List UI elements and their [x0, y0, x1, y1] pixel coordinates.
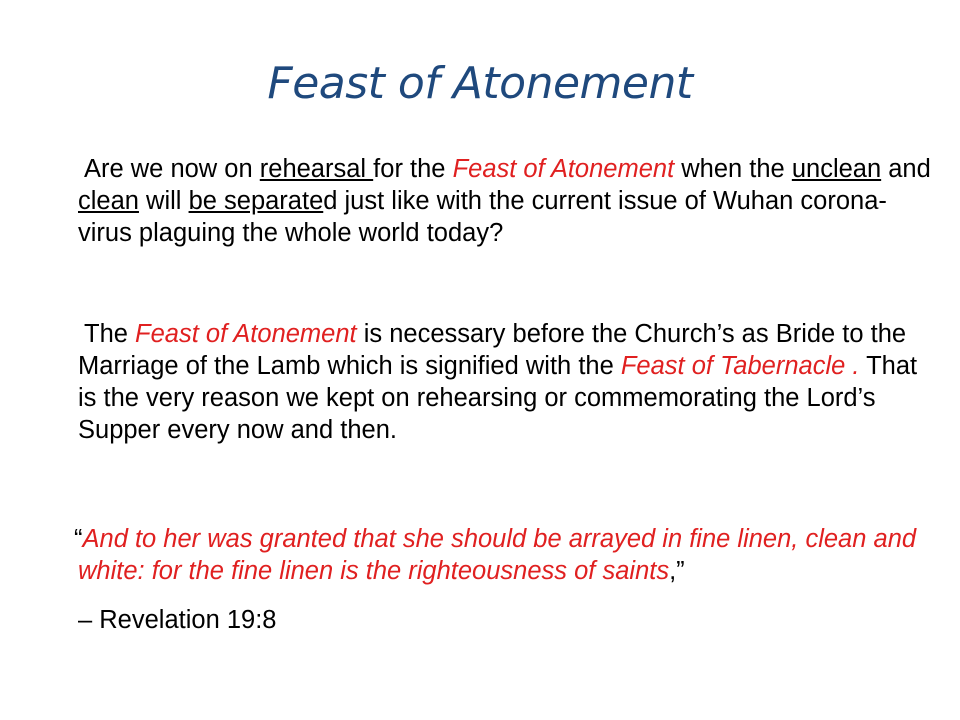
slide-title: Feast of Atonement: [267, 58, 693, 109]
open-quote-mark: “: [74, 525, 83, 553]
emphasis-feast-of-tabernacle: Feast of Tabernacle .: [620, 352, 860, 380]
underlined-clean: clean: [78, 187, 139, 215]
scripture-citation: – Revelation 19:8: [78, 606, 277, 634]
text-segment: is necessary before the Church’s as Bride to the Marriage of the Lamb which is signified with the: [78, 320, 907, 380]
scripture-quote: [74, 523, 940, 587]
text-segment: will: [138, 187, 189, 215]
emphasis-feast-of-atonement: Feast of Atonement: [135, 320, 357, 348]
text-segment: d just like with the current issue of Wuhan corona-virus plaguing the whole world today?: [78, 187, 887, 247]
text-segment: The: [84, 320, 136, 348]
quote-text: And to her was granted that she should be arrayed in fine linen, clean and white: for the fine linen is the righteousness of saints: [78, 525, 917, 585]
text-segment: That is the very reason we kept on rehearsing or commemorating the Lord’s Supper every now and then.: [78, 352, 918, 444]
underlined-rehearsal: rehearsal: [259, 155, 374, 183]
paragraph-rehearsal: [78, 153, 940, 249]
underlined-unclean: unclean: [791, 155, 882, 183]
text-segment: when the: [674, 155, 792, 183]
emphasis-feast-of-atonement: Feast of Atonement: [452, 155, 675, 183]
underlined-be-separate: be separate: [188, 187, 324, 215]
close-quote-mark: ,”: [669, 557, 685, 585]
text-segment: Are we now on: [84, 155, 260, 183]
text-segment: for the: [373, 155, 453, 183]
text-segment: and: [881, 155, 931, 183]
paragraph-bride: [78, 318, 940, 446]
